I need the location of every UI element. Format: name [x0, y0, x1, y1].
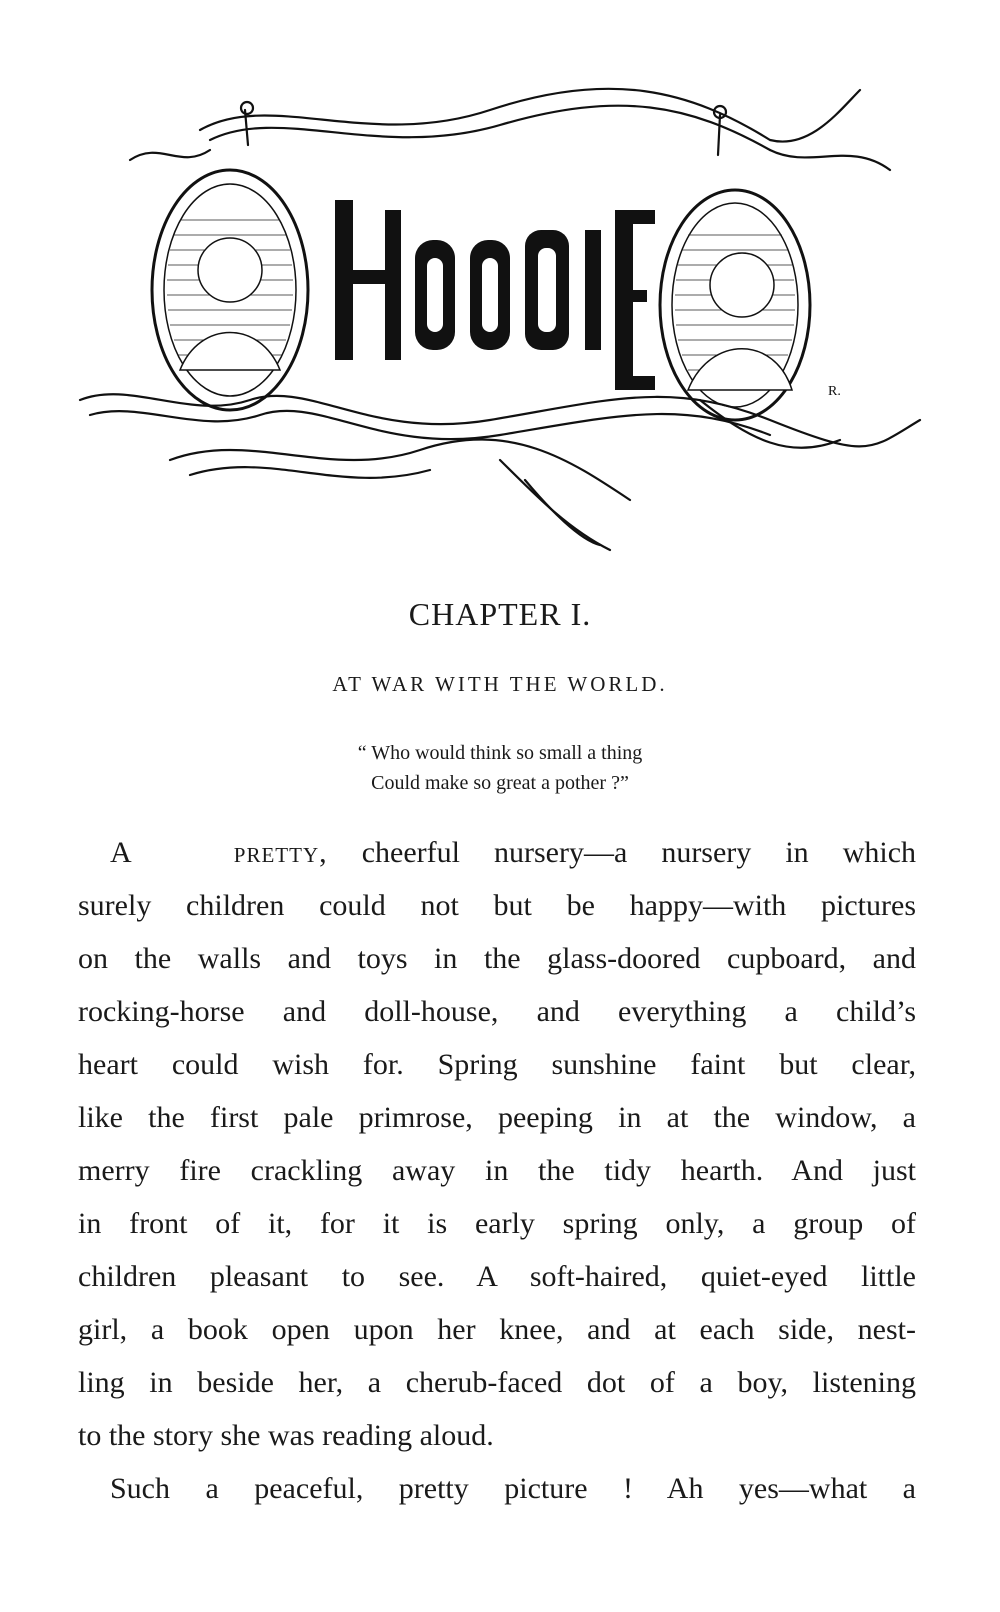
- paragraph-1-line-6: like the first pale primrose, peeping in at the window, a: [78, 1101, 916, 1134]
- paragraph-1-line-1-text: cheerful nursery—a nursery in which: [361, 836, 917, 869]
- paragraph-1-line-1: [78, 826, 916, 879]
- paragraph-1-line-3: on the walls and toys in the glass-doored cupboard, and: [78, 942, 916, 975]
- epigraph-line-1: “ Who would think so small a thing: [357, 742, 643, 764]
- left-child-face: [198, 238, 262, 302]
- right-child-face: [710, 253, 774, 317]
- paragraph-1-line-12: to the story she was reading aloud.: [78, 1419, 494, 1452]
- chapter-number: CHAPTER I.: [408, 596, 592, 632]
- epigraph-line-2: Could make so great a pother ?”: [371, 772, 629, 794]
- paragraph-1-line-9: children pleasant to see. A soft-haired, quiet-eyed little: [78, 1260, 916, 1293]
- chapter-title: AT WAR WITH THE WORLD.: [332, 672, 668, 696]
- body-text: [78, 826, 916, 1515]
- artist-monogram: R.: [828, 384, 841, 399]
- paragraph-1-line-5: heart could wish for. Spring sunshine faint but clear,: [78, 1048, 916, 1081]
- paragraph-1-line-7: merry fire crackling away in the tidy hearth. And just: [78, 1154, 916, 1187]
- title-lettering-text: Hoodie: [498, 580, 502, 581]
- paragraph-1-line-8: in front of it, for it is early spring only, a group of: [78, 1207, 916, 1240]
- epigraph: [0, 738, 1000, 798]
- ribbon-top: [200, 89, 860, 142]
- paragraph-1-line-2: surely children could not but be happy—with pictures: [78, 889, 916, 922]
- smallcaps-word: pretty,: [233, 836, 328, 869]
- paragraph-1-line-4: rocking-horse and doll-house, and everything a child’s: [78, 995, 916, 1028]
- paragraph-1-line-10: girl, a book open upon her knee, and at each side, nest-: [78, 1313, 916, 1346]
- paragraph-2-line-1: Such a peaceful, pretty picture ! Ah yes—what a: [110, 1472, 916, 1505]
- paragraph-1-line-11: ling in beside her, a cherub-faced dot of a boy, listening: [78, 1366, 916, 1399]
- dropcap-word: A: [110, 836, 132, 869]
- chapter-header-illustration: [70, 80, 930, 580]
